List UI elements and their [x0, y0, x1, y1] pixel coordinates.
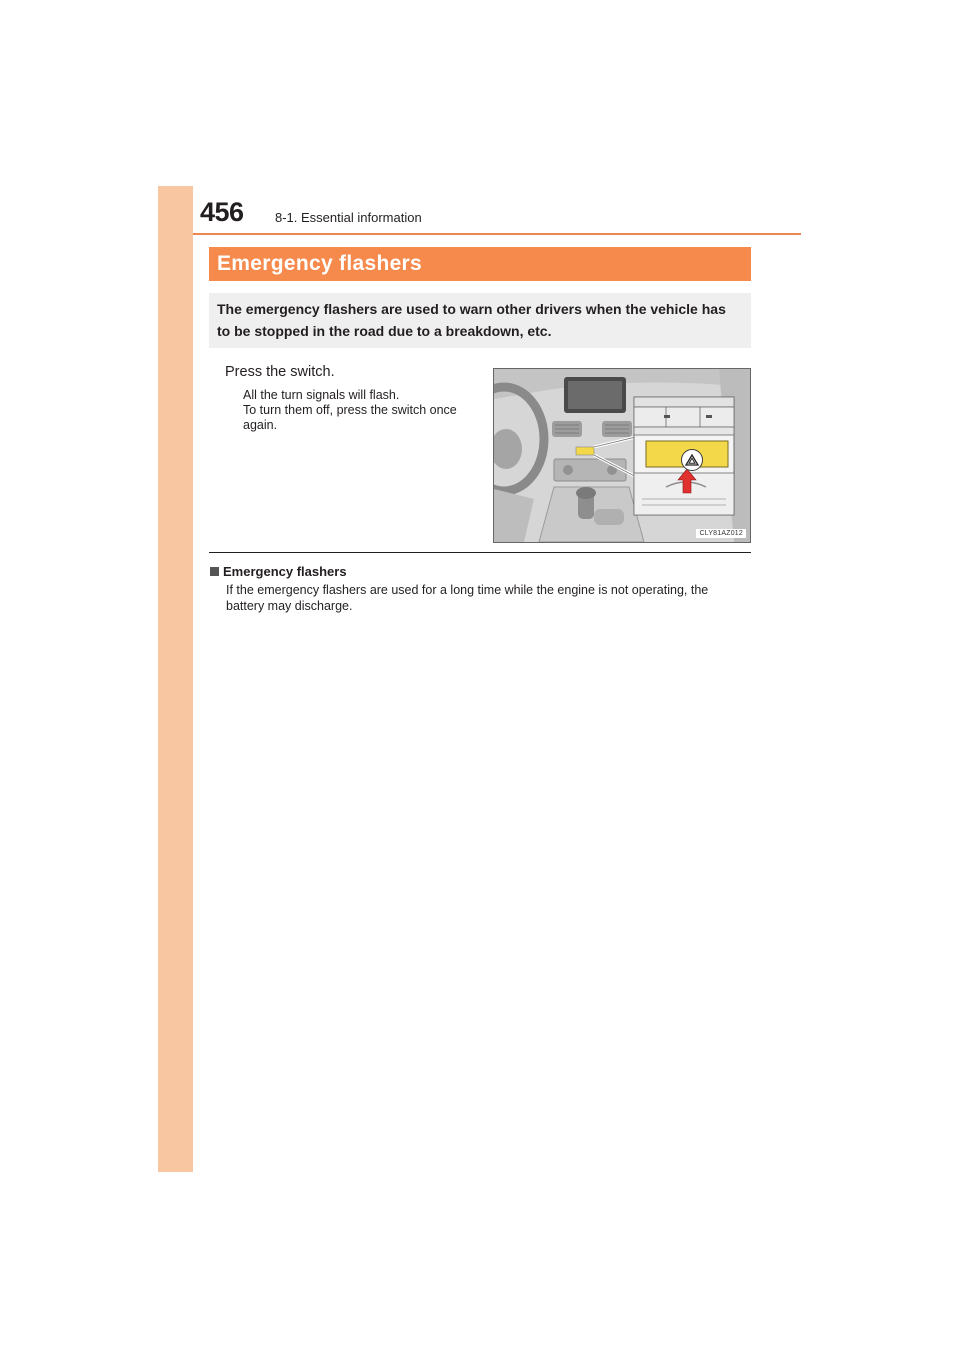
figure-code: CLY81AZ012: [696, 529, 746, 538]
page-number: 456: [200, 197, 244, 227]
step-note-line: All the turn signals will flash.: [243, 388, 400, 402]
header-divider: [193, 233, 801, 235]
step-note-line: again.: [243, 418, 278, 432]
step-instruction: Press the switch.: [225, 364, 335, 380]
note-body: [226, 582, 748, 614]
notes-divider: [209, 552, 751, 553]
hazard-warning-icon: [681, 449, 703, 471]
summary-box: [209, 293, 751, 348]
square-bullet-icon: [210, 567, 219, 576]
title-bar: [209, 247, 751, 281]
summary-line: to be stopped in the road due to a breakdown, etc.: [217, 323, 552, 339]
dashboard-illustration: [493, 368, 751, 543]
dashboard-drawing: [494, 369, 750, 542]
note-heading: [210, 563, 347, 581]
step-note-line: To turn them off, press the switch once: [243, 403, 457, 417]
step-note: [243, 388, 481, 433]
summary-line: The emergency flashers are used to warn other drivers when the vehicle has: [217, 301, 726, 317]
section-label: 8-1. Essential information: [275, 210, 422, 225]
note-body-line: battery may discharge.: [226, 599, 353, 613]
page-title: Emergency flashers: [217, 252, 423, 275]
note-body-line: If the emergency flashers are used for a long time while the engine is not operating, the: [226, 583, 709, 597]
chapter-side-tab: [158, 186, 193, 1172]
note-heading-text: Emergency flashers: [223, 564, 347, 579]
